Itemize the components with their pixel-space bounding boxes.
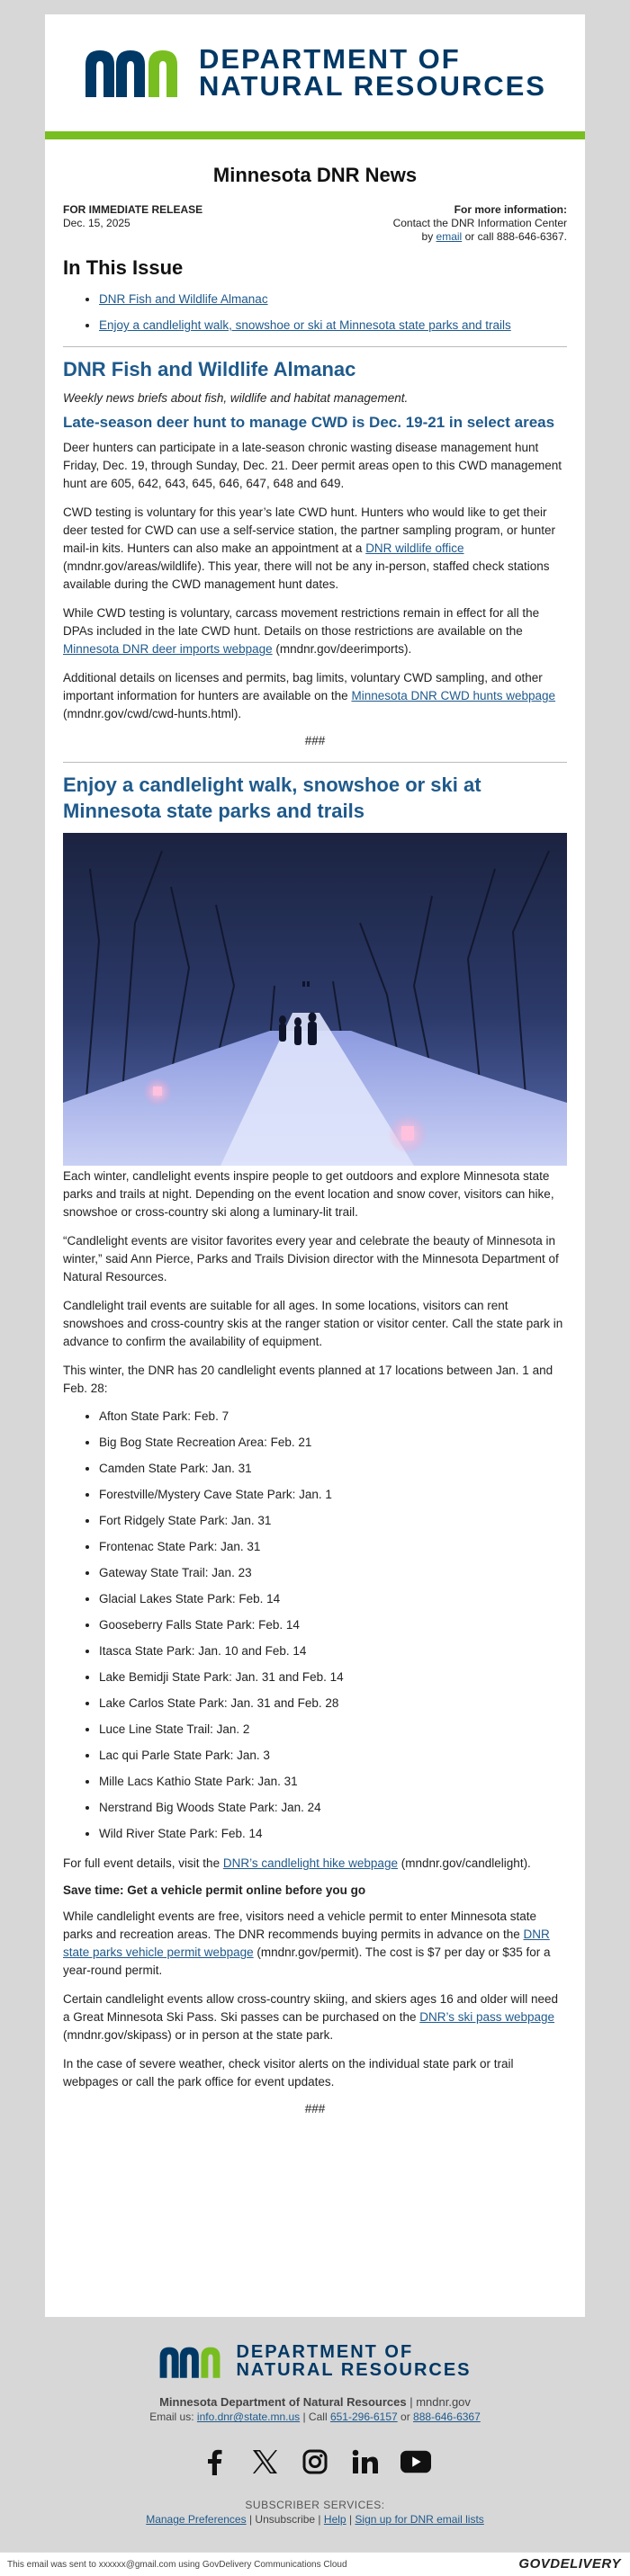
list-item: • Forestville/Mystery Cave State Park: Jan. 1 <box>99 1487 567 1503</box>
dnr-m-icon <box>84 47 184 99</box>
issue-link-almanac[interactable]: DNR Fish and Wildlife Almanac <box>99 292 268 306</box>
logo-line2: NATURAL RESOURCES <box>199 70 546 102</box>
issue-item <box>99 292 567 306</box>
footer-org <box>0 2395 630 2409</box>
list-item: • Lac qui Parle State Park: Jan. 3 <box>99 1748 567 1764</box>
issue-link-candlelight[interactable]: Enjoy a candlelight walk, snowshoe or ski at Minnesota state parks and trails <box>99 318 511 332</box>
footer-contact: Email us: info.dnr@state.mn.us | Call 651-296-6157 or 888-646-6367 <box>149 2411 481 2424</box>
footer-logo-line2: NATURAL RESOURCES <box>236 2359 472 2380</box>
issue-heading: In This Issue <box>63 256 184 279</box>
footer-logo[interactable] <box>0 2344 630 2379</box>
list-item: • Camden State Park: Jan. 31 <box>99 1461 567 1477</box>
deer-imports-link[interactable]: Minnesota DNR deer imports webpage <box>63 642 273 656</box>
paragraph: While candlelight events are free, visitors need a vehicle permit to enter Minnesota state parks and recreation areas. The DNR recommends buying permits in advance on the DNR state parks vehicle permit webpage (mndnr.gov/permit). The cost is $7 per day or $35 for a year-round permit. <box>63 1910 551 1977</box>
candlelight-trail-photo <box>63 833 567 1166</box>
subscriber-links: Manage Preferences | Unsubscribe | Help | Sign up for DNR email lists <box>146 2513 484 2527</box>
paragraph: CWD testing is voluntary for this year’s late CWD hunt. Hunters who would like to get their deer tested for CWD can use a self-service station, the partner sampling program, or hunter mail-in kits. Hunters can also make an appointment at a DNR wildlife office (mndnr.gov/areas/wildlife). This year, there will not be any in-person, staffed check stations available during the CWD management hunt dates. <box>63 505 556 591</box>
logo-line1: DEPARTMENT OF <box>199 42 461 75</box>
vehicle-permit-link[interactable]: DNR state parks vehicle permit webpage <box>63 1928 550 1959</box>
list-item: • Wild River State Park: Feb. 14 <box>99 1826 567 1842</box>
green-divider <box>45 131 585 139</box>
list-item: • Nerstrand Big Woods State Park: Jan. 24 <box>99 1800 567 1816</box>
list-item: • Afton State Park: Feb. 7 <box>99 1409 567 1425</box>
social-links <box>0 2446 630 2477</box>
paragraph: In the case of severe weather, check visitor alerts on the individual state park or trail webpages or call the park office for event updates. <box>63 2057 514 2089</box>
list-item: • Mille Lacs Kathio State Park: Jan. 31 <box>99 1774 567 1790</box>
divider <box>63 762 567 763</box>
issue-list <box>63 292 567 332</box>
almanac-title: DNR Fish and Wildlife Almanac <box>63 358 356 380</box>
logo-text <box>199 42 546 102</box>
event-list <box>63 1409 567 1842</box>
list-item: • Lake Bemidji State Park: Jan. 31 and Feb. 14 <box>99 1669 567 1686</box>
wildlife-office-link[interactable]: DNR wildlife office <box>365 541 464 555</box>
list-item: • Lake Carlos State Park: Jan. 31 and Feb. 28 <box>99 1695 567 1712</box>
end-mark: ### <box>304 734 326 747</box>
instagram-icon[interactable] <box>300 2446 330 2477</box>
footer-logo-line1: DEPARTMENT OF <box>236 2342 414 2362</box>
cwd-hunts-link[interactable]: Minnesota DNR CWD hunts webpage <box>351 689 556 702</box>
footer-email-link[interactable]: info.dnr@state.mn.us <box>196 2411 301 2424</box>
paragraph: Deer hunters can participate in a late-season chronic wasting disease management hunt Friday, Dec. 19, through Sunday, Dec. 21. Deer permit areas open to this CWD management hunt are 605, 642, 643, 645, 646, 647, 648 and 649. <box>63 441 562 490</box>
candlelight-title: Enjoy a candlelight walk, snowshoe or ski at Minnesota state parks and trails <box>63 774 482 822</box>
phone-link-2[interactable]: 888-646-6367 <box>413 2411 481 2424</box>
dnr-m-icon <box>158 2345 225 2379</box>
govdelivery-bar <box>0 2552 630 2576</box>
list-item: • Gateway State Trail: Jan. 23 <box>99 1565 567 1581</box>
signup-link[interactable]: Sign up for DNR email lists <box>355 2513 484 2527</box>
linkedin-icon[interactable] <box>350 2446 381 2477</box>
deer-hunt-title: Late-season deer hunt to manage CWD is Dec. 19-21 in select areas <box>63 414 555 431</box>
paragraph: Each winter, candlelight events inspire people to get outdoors and explore Minnesota state parks and trails at night. Depending on the event location and snow cover, visitors can hike, snowshoe or cross-country ski along a luminary-lit trail. <box>63 1169 554 1219</box>
paragraph: For full event details, visit the DNR’s candlelight hike webpage (mndnr.gov/candlelight). <box>63 1856 531 1870</box>
dnr-logo <box>84 42 546 102</box>
paragraph: Additional details on licenses and permits, bag limits, voluntary CWD sampling, and other important information for hunters are available on the Minnesota DNR CWD hunts webpage (mndnr.gov/cwd/cwd-hunts.html). <box>63 671 556 720</box>
list-item: • Glacial Lakes State Park: Feb. 14 <box>99 1591 567 1607</box>
youtube-icon[interactable] <box>400 2446 431 2477</box>
list-item: • Itasca State Park: Jan. 10 and Feb. 14 <box>99 1643 567 1659</box>
issue-item <box>99 318 567 332</box>
candlelight-webpage-link[interactable]: DNR’s candlelight hike webpage <box>222 1856 398 1870</box>
paragraph: This winter, the DNR has 20 candlelight events planned at 17 locations between Jan. 1 and Feb. 28: <box>63 1364 554 1395</box>
news-title: Minnesota DNR News <box>212 164 418 186</box>
paragraph: “Candlelight events are visitor favorites every year and celebrate the beauty of Minnesota in winter,” said Ann Pierce, Parks and Trails Division director with the Minnesota Department of Natural Resources. <box>63 1234 559 1284</box>
ski-pass-link[interactable]: DNR’s ski pass webpage <box>419 2010 555 2024</box>
subscriber-label: SUBSCRIBER SERVICES: <box>245 2499 385 2512</box>
email-link[interactable]: email <box>436 230 463 243</box>
govdelivery-logo[interactable]: GOVDELIVERY <box>518 2556 621 2572</box>
manage-preferences-link[interactable]: Manage Preferences <box>146 2513 247 2527</box>
divider <box>63 346 567 347</box>
save-time-heading: Save time: Get a vehicle permit online before you go <box>63 1883 366 1897</box>
list-item: • Frontenac State Park: Jan. 31 <box>99 1539 567 1555</box>
info-line: Contact the DNR Information Center <box>392 217 567 229</box>
header-logo[interactable] <box>45 14 585 131</box>
release-info <box>63 203 567 244</box>
org-site: | mndnr.gov <box>410 2395 471 2410</box>
list-item: • Fort Ridgely State Park: Jan. 31 <box>99 1513 567 1529</box>
facebook-icon[interactable] <box>199 2446 230 2477</box>
x-icon[interactable] <box>249 2446 280 2477</box>
paragraph: While CWD testing is voluntary, carcass movement restrictions remain in effect for all the DPAs included in the late CWD hunt. Details on those restrictions are available on the Minnesota DNR deer imports webpage (mndnr.gov/deerimports). <box>63 606 540 656</box>
main-content <box>45 164 585 2115</box>
or-call-text: or call 888-646-6367. <box>464 230 567 243</box>
phone-link-1[interactable]: 651-296-6157 <box>329 2411 398 2424</box>
paragraph: Candlelight trail events are suitable for all ages. In some locations, visitors can rent snowshoes and cross-country skis at the ranger station or visitor center. Call the state park in advance to confirm the availability of equipment. <box>63 1299 563 1348</box>
by-text: by <box>421 230 434 243</box>
footer <box>0 2317 630 2576</box>
email-card <box>45 14 585 2317</box>
info-label: For more information: <box>454 203 567 216</box>
sent-note: This email was sent to xxxxxx@gmail.com using GovDelivery Communications Cloud <box>7 2560 347 2570</box>
list-item: • Big Bog State Recreation Area: Feb. 21 <box>99 1435 567 1451</box>
end-mark: ### <box>304 2102 326 2115</box>
org-name: Minnesota Department of Natural Resources <box>159 2395 407 2410</box>
list-item: • Gooseberry Falls State Park: Feb. 14 <box>99 1617 567 1633</box>
release-date: Dec. 15, 2025 <box>63 217 130 229</box>
almanac-subtitle: Weekly news briefs about fish, wildlife and habitat management. <box>63 391 409 405</box>
paragraph: Certain candlelight events allow cross-country skiing, and skiers ages 16 and older will need a Great Minnesota Ski Pass. Ski passes can be purchased on the DNR’s ski pass webpage (mndnr.gov/skipass) or in person at the state park. <box>63 1992 559 2042</box>
release-label: FOR IMMEDIATE RELEASE <box>63 203 203 216</box>
unsubscribe-text[interactable]: | Unsubscribe | <box>248 2513 321 2527</box>
list-item: • Luce Line State Trail: Jan. 2 <box>99 1722 567 1738</box>
help-link[interactable]: Help <box>323 2513 346 2527</box>
